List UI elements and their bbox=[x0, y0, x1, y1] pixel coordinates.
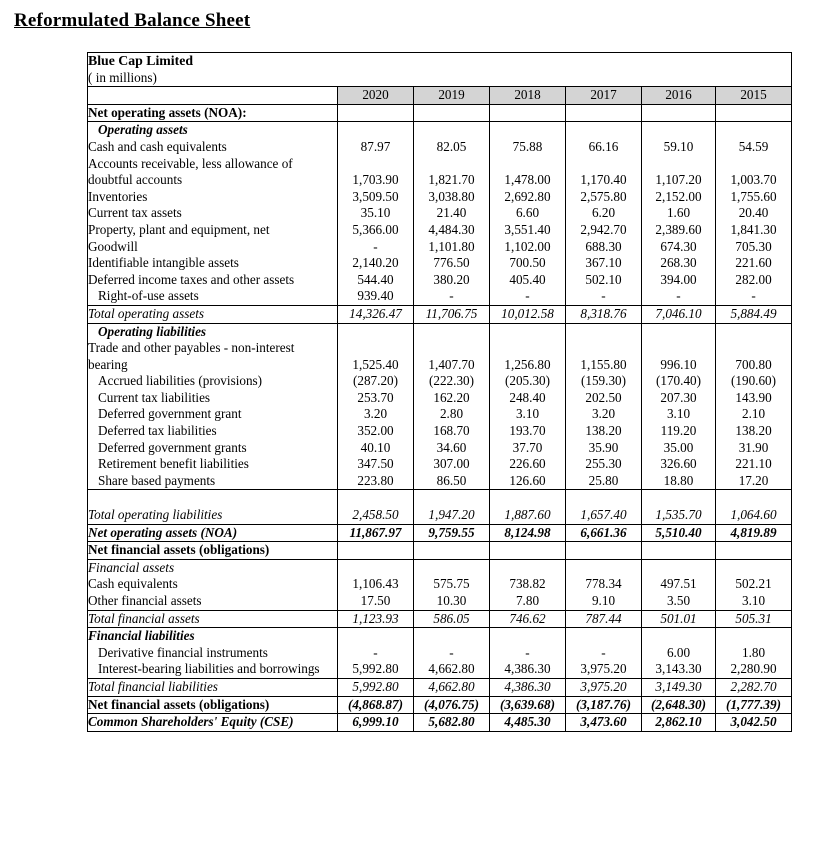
dgg-2019: 2.80 bbox=[414, 406, 490, 423]
total-label-financial-assets: Total financial assets bbox=[88, 610, 338, 628]
rbl-2018: 226.60 bbox=[490, 456, 566, 473]
iia-2020: 2,140.20 bbox=[338, 255, 414, 272]
fl-head-c5 bbox=[642, 628, 716, 645]
year-header-2015: 2015 bbox=[716, 87, 792, 105]
cse-2020: 6,999.10 bbox=[338, 714, 414, 732]
cash-2017: 66.16 bbox=[566, 139, 642, 156]
nfao-2017: (3,187.76) bbox=[566, 696, 642, 714]
ibl-2020: 5,992.80 bbox=[338, 661, 414, 678]
tfa-2016: 501.01 bbox=[642, 610, 716, 628]
cash-2020: 87.97 bbox=[338, 139, 414, 156]
ar-2018: 1,478.00 bbox=[490, 156, 566, 189]
cta-2017: 6.20 bbox=[566, 205, 642, 222]
inv-2018: 2,692.80 bbox=[490, 189, 566, 206]
total-row-operating-assets bbox=[88, 305, 792, 323]
fa-head-c3 bbox=[490, 559, 566, 576]
dggs-2020: 40.10 bbox=[338, 440, 414, 457]
dit-2016: 394.00 bbox=[642, 272, 716, 289]
table-row bbox=[88, 288, 792, 305]
rbl-2015: 221.10 bbox=[716, 456, 792, 473]
dfi-2019: - bbox=[414, 645, 490, 662]
total-row-net-financial-assets bbox=[88, 696, 792, 714]
acc-2015: (190.60) bbox=[716, 373, 792, 390]
gw-2018: 1,102.00 bbox=[490, 239, 566, 256]
balance-sheet-container bbox=[87, 52, 787, 732]
row-label-deferred-government-grant: Deferred government grant bbox=[88, 406, 338, 423]
ibl-2016: 3,143.30 bbox=[642, 661, 716, 678]
ce-2016: 497.51 bbox=[642, 576, 716, 593]
iia-2015: 221.60 bbox=[716, 255, 792, 272]
tfa-2015: 505.31 bbox=[716, 610, 792, 628]
table-row bbox=[88, 440, 792, 457]
reformulated-balance-sheet-table bbox=[87, 52, 792, 732]
tfa-2019: 586.05 bbox=[414, 610, 490, 628]
oa-head-c3 bbox=[490, 122, 566, 139]
top-2015: 700.80 bbox=[716, 340, 792, 373]
total-row-financial-assets bbox=[88, 610, 792, 628]
iia-2017: 367.10 bbox=[566, 255, 642, 272]
tol-2015: 1,064.60 bbox=[716, 507, 792, 524]
total-row-common-shareholders-equity bbox=[88, 714, 792, 732]
nfao-2020: (4,868.87) bbox=[338, 696, 414, 714]
table-row bbox=[88, 222, 792, 239]
table-row bbox=[88, 645, 792, 662]
dfi-2015: 1.80 bbox=[716, 645, 792, 662]
net-label-financial-assets-obligations: Net financial assets (obligations) bbox=[88, 696, 338, 714]
row-label-retirement-benefit-liabilities: Retirement benefit liabilities bbox=[88, 456, 338, 473]
rou-2018: - bbox=[490, 288, 566, 305]
noa-header-2017 bbox=[566, 104, 642, 122]
nfa-header-2016 bbox=[642, 542, 716, 560]
subsection-header-financial-liabilities bbox=[88, 628, 792, 645]
table-row bbox=[88, 139, 792, 156]
dgg-2020: 3.20 bbox=[338, 406, 414, 423]
rbl-2017: 255.30 bbox=[566, 456, 642, 473]
spacer-row bbox=[88, 490, 792, 507]
fa-head-c4 bbox=[566, 559, 642, 576]
noa-2017: 6,661.36 bbox=[566, 524, 642, 542]
table-row bbox=[88, 340, 792, 373]
row-label-interest-bearing-liabilities: Interest-bearing liabilities and borrowings bbox=[88, 661, 338, 678]
fl-head-c6 bbox=[716, 628, 792, 645]
row-label-trade-and-other-payables: Trade and other payables - non-interest bearing bbox=[88, 340, 338, 373]
spacer-label-cell bbox=[88, 490, 338, 507]
cse-2015: 3,042.50 bbox=[716, 714, 792, 732]
noa-header-2020 bbox=[338, 104, 414, 122]
ofa-2018: 7.80 bbox=[490, 593, 566, 610]
dggs-2017: 35.90 bbox=[566, 440, 642, 457]
dtl-2017: 138.20 bbox=[566, 423, 642, 440]
total-label-operating-assets: Total operating assets bbox=[88, 305, 338, 323]
table-row bbox=[88, 255, 792, 272]
dit-2017: 502.10 bbox=[566, 272, 642, 289]
table-row bbox=[88, 272, 792, 289]
cse-label: Common Shareholders' Equity (CSE) bbox=[88, 714, 338, 732]
ol-head-c6 bbox=[716, 323, 792, 340]
oa-head-c4 bbox=[566, 122, 642, 139]
inv-2019: 3,038.80 bbox=[414, 189, 490, 206]
dgg-2015: 2.10 bbox=[716, 406, 792, 423]
fl-head-c2 bbox=[414, 628, 490, 645]
cta-2020: 35.10 bbox=[338, 205, 414, 222]
ar-2015: 1,003.70 bbox=[716, 156, 792, 189]
dgg-2018: 3.10 bbox=[490, 406, 566, 423]
cse-2018: 4,485.30 bbox=[490, 714, 566, 732]
noa-header-2018 bbox=[490, 104, 566, 122]
ppe-2020: 5,366.00 bbox=[338, 222, 414, 239]
tol-2019: 1,947.20 bbox=[414, 507, 490, 524]
top-2019: 1,407.70 bbox=[414, 340, 490, 373]
ofa-2015: 3.10 bbox=[716, 593, 792, 610]
year-header-2020: 2020 bbox=[338, 87, 414, 105]
gw-2020: - bbox=[338, 239, 414, 256]
table-row bbox=[88, 423, 792, 440]
top-2017: 1,155.80 bbox=[566, 340, 642, 373]
sbp-2015: 17.20 bbox=[716, 473, 792, 490]
total-row-operating-liabilities bbox=[88, 507, 792, 524]
row-label-cash-and-cash-equivalents: Cash and cash equivalents bbox=[88, 139, 338, 156]
fa-head-c1 bbox=[338, 559, 414, 576]
acc-2020: (287.20) bbox=[338, 373, 414, 390]
rou-2015: - bbox=[716, 288, 792, 305]
gw-2015: 705.30 bbox=[716, 239, 792, 256]
year-header-2016: 2016 bbox=[642, 87, 716, 105]
ppe-2016: 2,389.60 bbox=[642, 222, 716, 239]
total-row-net-operating-assets bbox=[88, 524, 792, 542]
ofa-2017: 9.10 bbox=[566, 593, 642, 610]
acc-2016: (170.40) bbox=[642, 373, 716, 390]
cta-2016: 1.60 bbox=[642, 205, 716, 222]
toa-2020: 14,326.47 bbox=[338, 305, 414, 323]
rbl-2020: 347.50 bbox=[338, 456, 414, 473]
gw-2019: 1,101.80 bbox=[414, 239, 490, 256]
table-row bbox=[88, 156, 792, 189]
cse-2016: 2,862.10 bbox=[642, 714, 716, 732]
company-name: Blue Cap Limited bbox=[88, 53, 194, 68]
rou-2016: - bbox=[642, 288, 716, 305]
ce-2017: 778.34 bbox=[566, 576, 642, 593]
dit-2019: 380.20 bbox=[414, 272, 490, 289]
ce-2015: 502.21 bbox=[716, 576, 792, 593]
tfl-2018: 4,386.30 bbox=[490, 678, 566, 696]
table-row bbox=[88, 473, 792, 490]
row-label-deferred-tax-liabilities: Deferred tax liabilities bbox=[88, 423, 338, 440]
dit-2018: 405.40 bbox=[490, 272, 566, 289]
subsection-label-operating-liabilities: Operating liabilities bbox=[88, 323, 338, 340]
total-label-operating-liabilities: Total operating liabilities bbox=[88, 507, 338, 524]
year-header-2019: 2019 bbox=[414, 87, 490, 105]
units-label: ( in millions) bbox=[88, 69, 157, 85]
row-label-inventories: Inventories bbox=[88, 189, 338, 206]
fa-head-c5 bbox=[642, 559, 716, 576]
dit-2020: 544.40 bbox=[338, 272, 414, 289]
table-row bbox=[88, 593, 792, 610]
subsection-label-operating-assets: Operating assets bbox=[88, 122, 338, 139]
row-label-current-tax-assets: Current tax assets bbox=[88, 205, 338, 222]
noa-header-2016 bbox=[642, 104, 716, 122]
sbp-2017: 25.80 bbox=[566, 473, 642, 490]
year-header-2017: 2017 bbox=[566, 87, 642, 105]
section-label-net-financial-assets: Net financial assets (obligations) bbox=[88, 542, 338, 560]
row-label-derivative-financial-instruments: Derivative financial instruments bbox=[88, 645, 338, 662]
row-label-accrued-liabilities: Accrued liabilities (provisions) bbox=[88, 373, 338, 390]
header-blank-cell bbox=[88, 87, 338, 105]
dfi-2017: - bbox=[566, 645, 642, 662]
iia-2019: 776.50 bbox=[414, 255, 490, 272]
gw-2016: 674.30 bbox=[642, 239, 716, 256]
tfl-2020: 5,992.80 bbox=[338, 678, 414, 696]
section-header-net-financial-assets bbox=[88, 542, 792, 560]
nfao-2016: (2,648.30) bbox=[642, 696, 716, 714]
ibl-2019: 4,662.80 bbox=[414, 661, 490, 678]
tfl-2015: 2,282.70 bbox=[716, 678, 792, 696]
subsection-header-financial-assets bbox=[88, 559, 792, 576]
spacer-c2 bbox=[414, 490, 490, 507]
toa-2017: 8,318.76 bbox=[566, 305, 642, 323]
ce-2019: 575.75 bbox=[414, 576, 490, 593]
row-label-right-of-use-assets: Right-of-use assets bbox=[88, 288, 338, 305]
tfl-2019: 4,662.80 bbox=[414, 678, 490, 696]
row-label-cash-equivalents: Cash equivalents bbox=[88, 576, 338, 593]
row-label-other-financial-assets: Other financial assets bbox=[88, 593, 338, 610]
ar-2019: 1,821.70 bbox=[414, 156, 490, 189]
rou-2019: - bbox=[414, 288, 490, 305]
fl-head-c3 bbox=[490, 628, 566, 645]
acc-2019: (222.30) bbox=[414, 373, 490, 390]
inv-2017: 2,575.80 bbox=[566, 189, 642, 206]
row-label-accounts-receivable: Accounts receivable, less allowance of doubtful accounts bbox=[88, 156, 338, 189]
row-label-share-based-payments: Share based payments bbox=[88, 473, 338, 490]
dit-2015: 282.00 bbox=[716, 272, 792, 289]
toa-2019: 11,706.75 bbox=[414, 305, 490, 323]
noa-2016: 5,510.40 bbox=[642, 524, 716, 542]
ol-head-c4 bbox=[566, 323, 642, 340]
oa-head-c5 bbox=[642, 122, 716, 139]
dtl-2020: 352.00 bbox=[338, 423, 414, 440]
cash-2018: 75.88 bbox=[490, 139, 566, 156]
tol-2016: 1,535.70 bbox=[642, 507, 716, 524]
oa-head-c6 bbox=[716, 122, 792, 139]
total-row-financial-liabilities bbox=[88, 678, 792, 696]
table-title-row bbox=[88, 53, 792, 87]
oa-head-c2 bbox=[414, 122, 490, 139]
dfi-2016: 6.00 bbox=[642, 645, 716, 662]
tfa-2017: 787.44 bbox=[566, 610, 642, 628]
dgg-2016: 3.10 bbox=[642, 406, 716, 423]
inv-2020: 3,509.50 bbox=[338, 189, 414, 206]
page-title: Reformulated Balance Sheet bbox=[14, 10, 251, 31]
dtl-2018: 193.70 bbox=[490, 423, 566, 440]
ppe-2019: 4,484.30 bbox=[414, 222, 490, 239]
ar-2016: 1,107.20 bbox=[642, 156, 716, 189]
fl-head-c4 bbox=[566, 628, 642, 645]
ol-head-c2 bbox=[414, 323, 490, 340]
tfa-2020: 1,123.93 bbox=[338, 610, 414, 628]
ctl-2019: 162.20 bbox=[414, 390, 490, 407]
spacer-c4 bbox=[566, 490, 642, 507]
table-row bbox=[88, 205, 792, 222]
cse-2017: 3,473.60 bbox=[566, 714, 642, 732]
table-row bbox=[88, 406, 792, 423]
inv-2015: 1,755.60 bbox=[716, 189, 792, 206]
subsection-header-operating-liabilities bbox=[88, 323, 792, 340]
iia-2016: 268.30 bbox=[642, 255, 716, 272]
dfi-2020: - bbox=[338, 645, 414, 662]
top-2018: 1,256.80 bbox=[490, 340, 566, 373]
cta-2018: 6.60 bbox=[490, 205, 566, 222]
fl-head-c1 bbox=[338, 628, 414, 645]
table-row bbox=[88, 661, 792, 678]
rou-2017: - bbox=[566, 288, 642, 305]
nfa-header-2015 bbox=[716, 542, 792, 560]
ctl-2018: 248.40 bbox=[490, 390, 566, 407]
ce-2020: 1,106.43 bbox=[338, 576, 414, 593]
cse-2019: 5,682.80 bbox=[414, 714, 490, 732]
nfao-2015: (1,777.39) bbox=[716, 696, 792, 714]
sbp-2018: 126.60 bbox=[490, 473, 566, 490]
dtl-2016: 119.20 bbox=[642, 423, 716, 440]
subsection-label-financial-assets: Financial assets bbox=[88, 559, 338, 576]
nfa-header-2020 bbox=[338, 542, 414, 560]
table-row bbox=[88, 390, 792, 407]
table-row bbox=[88, 456, 792, 473]
noa-2015: 4,819.89 bbox=[716, 524, 792, 542]
toa-2015: 5,884.49 bbox=[716, 305, 792, 323]
dtl-2015: 138.20 bbox=[716, 423, 792, 440]
nfa-header-2019 bbox=[414, 542, 490, 560]
spacer-c6 bbox=[716, 490, 792, 507]
noa-header-2015 bbox=[716, 104, 792, 122]
fa-head-c2 bbox=[414, 559, 490, 576]
noa-2018: 8,124.98 bbox=[490, 524, 566, 542]
iia-2018: 700.50 bbox=[490, 255, 566, 272]
ppe-2018: 3,551.40 bbox=[490, 222, 566, 239]
ol-head-c1 bbox=[338, 323, 414, 340]
dtl-2019: 168.70 bbox=[414, 423, 490, 440]
ibl-2015: 2,280.90 bbox=[716, 661, 792, 678]
top-2020: 1,525.40 bbox=[338, 340, 414, 373]
subsection-header-operating-assets bbox=[88, 122, 792, 139]
year-header-2018: 2018 bbox=[490, 87, 566, 105]
row-label-current-tax-liabilities: Current tax liabilities bbox=[88, 390, 338, 407]
sbp-2019: 86.50 bbox=[414, 473, 490, 490]
tol-2017: 1,657.40 bbox=[566, 507, 642, 524]
cash-2016: 59.10 bbox=[642, 139, 716, 156]
ppe-2015: 1,841.30 bbox=[716, 222, 792, 239]
ppe-2017: 2,942.70 bbox=[566, 222, 642, 239]
ofa-2020: 17.50 bbox=[338, 593, 414, 610]
noa-2019: 9,759.55 bbox=[414, 524, 490, 542]
total-label-financial-liabilities: Total financial liabilities bbox=[88, 678, 338, 696]
cta-2019: 21.40 bbox=[414, 205, 490, 222]
tfl-2017: 3,975.20 bbox=[566, 678, 642, 696]
ofa-2019: 10.30 bbox=[414, 593, 490, 610]
dggs-2015: 31.90 bbox=[716, 440, 792, 457]
rbl-2016: 326.60 bbox=[642, 456, 716, 473]
total-label-net-operating-assets: Net operating assets (NOA) bbox=[88, 524, 338, 542]
toa-2018: 10,012.58 bbox=[490, 305, 566, 323]
toa-2016: 7,046.10 bbox=[642, 305, 716, 323]
tol-2020: 2,458.50 bbox=[338, 507, 414, 524]
section-label-noa: Net operating assets (NOA): bbox=[88, 104, 338, 122]
tfl-2016: 3,149.30 bbox=[642, 678, 716, 696]
spacer-c1 bbox=[338, 490, 414, 507]
fa-head-c6 bbox=[716, 559, 792, 576]
dgg-2017: 3.20 bbox=[566, 406, 642, 423]
dfi-2018: - bbox=[490, 645, 566, 662]
sbp-2016: 18.80 bbox=[642, 473, 716, 490]
table-row bbox=[88, 576, 792, 593]
spacer-c5 bbox=[642, 490, 716, 507]
acc-2018: (205.30) bbox=[490, 373, 566, 390]
inv-2016: 2,152.00 bbox=[642, 189, 716, 206]
cash-2019: 82.05 bbox=[414, 139, 490, 156]
ibl-2018: 4,386.30 bbox=[490, 661, 566, 678]
nfa-header-2017 bbox=[566, 542, 642, 560]
rbl-2019: 307.00 bbox=[414, 456, 490, 473]
noa-header-2019 bbox=[414, 104, 490, 122]
subsection-label-financial-liabilities: Financial liabilities bbox=[88, 628, 338, 645]
ctl-2015: 143.90 bbox=[716, 390, 792, 407]
row-label-goodwill: Goodwill bbox=[88, 239, 338, 256]
dggs-2018: 37.70 bbox=[490, 440, 566, 457]
table-row bbox=[88, 189, 792, 206]
ctl-2017: 202.50 bbox=[566, 390, 642, 407]
ce-2018: 738.82 bbox=[490, 576, 566, 593]
acc-2017: (159.30) bbox=[566, 373, 642, 390]
oa-head-c1 bbox=[338, 122, 414, 139]
row-label-deferred-government-grants: Deferred government grants bbox=[88, 440, 338, 457]
row-label-deferred-income-taxes-other-assets: Deferred income taxes and other assets bbox=[88, 272, 338, 289]
company-title-cell bbox=[88, 53, 792, 87]
tfa-2018: 746.62 bbox=[490, 610, 566, 628]
nfao-2018: (3,639.68) bbox=[490, 696, 566, 714]
ibl-2017: 3,975.20 bbox=[566, 661, 642, 678]
rou-2020: 939.40 bbox=[338, 288, 414, 305]
dggs-2019: 34.60 bbox=[414, 440, 490, 457]
ctl-2016: 207.30 bbox=[642, 390, 716, 407]
ol-head-c5 bbox=[642, 323, 716, 340]
ofa-2016: 3.50 bbox=[642, 593, 716, 610]
year-header-row bbox=[88, 87, 792, 105]
cash-2015: 54.59 bbox=[716, 139, 792, 156]
dggs-2016: 35.00 bbox=[642, 440, 716, 457]
sbp-2020: 223.80 bbox=[338, 473, 414, 490]
noa-2020: 11,867.97 bbox=[338, 524, 414, 542]
row-label-property-plant-equipment: Property, plant and equipment, net bbox=[88, 222, 338, 239]
tol-2018: 1,887.60 bbox=[490, 507, 566, 524]
ctl-2020: 253.70 bbox=[338, 390, 414, 407]
ar-2020: 1,703.90 bbox=[338, 156, 414, 189]
spacer-c3 bbox=[490, 490, 566, 507]
row-label-identifiable-intangible-assets: Identifiable intangible assets bbox=[88, 255, 338, 272]
nfao-2019: (4,076.75) bbox=[414, 696, 490, 714]
table-row bbox=[88, 239, 792, 256]
table-row bbox=[88, 373, 792, 390]
section-header-noa bbox=[88, 104, 792, 122]
gw-2017: 688.30 bbox=[566, 239, 642, 256]
ol-head-c3 bbox=[490, 323, 566, 340]
ar-2017: 1,170.40 bbox=[566, 156, 642, 189]
top-2016: 996.10 bbox=[642, 340, 716, 373]
nfa-header-2018 bbox=[490, 542, 566, 560]
cta-2015: 20.40 bbox=[716, 205, 792, 222]
